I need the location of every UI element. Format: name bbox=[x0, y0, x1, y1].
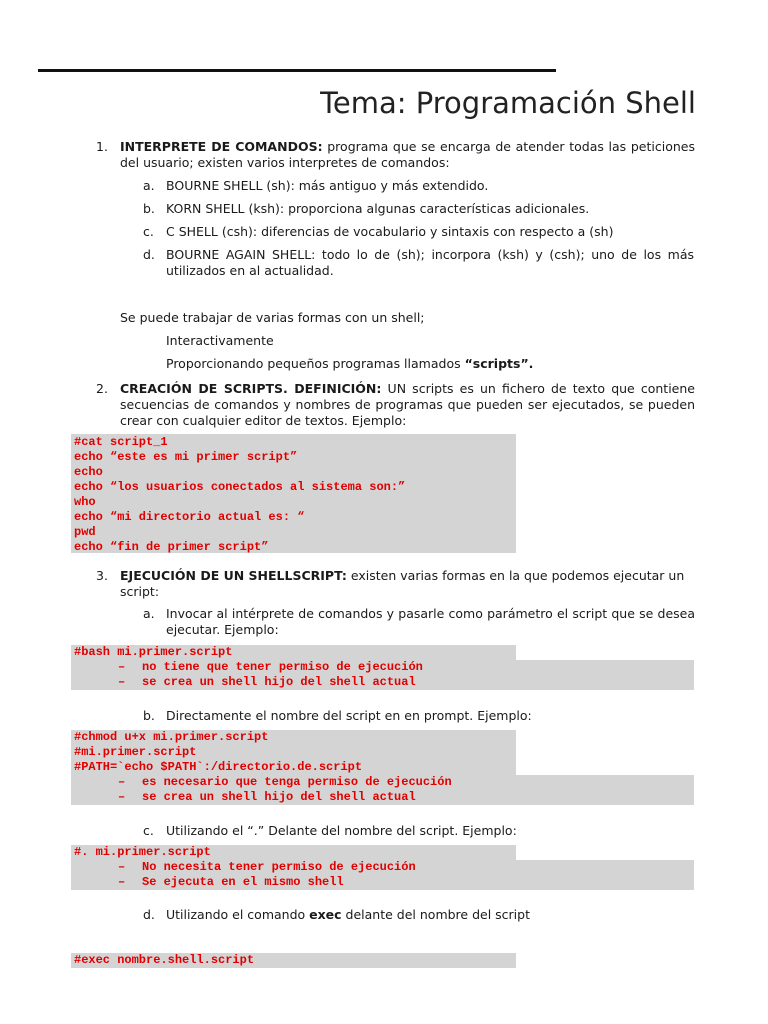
list-letter-b: b. bbox=[143, 201, 155, 216]
list-item-bourne-shell: BOURNE SHELL (sh): más antiguo y más extendido. bbox=[166, 178, 489, 193]
code-note bbox=[74, 660, 694, 675]
forms-option-scripts bbox=[166, 356, 533, 372]
code-note bbox=[74, 775, 694, 790]
code-block-method-c-cmd bbox=[71, 845, 516, 860]
method-d-text-suffix: delante del nombre del script bbox=[341, 907, 530, 922]
method-letter-d: d. bbox=[143, 907, 155, 922]
code-note bbox=[74, 875, 694, 890]
code-block-method-a-cmd bbox=[71, 645, 516, 660]
section-2-heading: CREACIÓN DE SCRIPTS. DEFINICIÓN: bbox=[120, 381, 382, 396]
note-text: se crea un shell hijo del shell actual bbox=[142, 790, 416, 804]
code-line: echo “mi directorio actual es: “ bbox=[74, 510, 305, 524]
method-d-text bbox=[166, 907, 695, 923]
forms-option-scripts-text: Proporcionando pequeños programas llamados bbox=[166, 356, 465, 371]
list-letter-c: c. bbox=[143, 224, 154, 239]
method-c-text: Utilizando el “.” Delante del nombre del script. Ejemplo: bbox=[166, 823, 517, 838]
forms-option-scripts-bold: “scripts”. bbox=[464, 356, 534, 371]
forms-intro: Se puede trabajar de varias formas con un shell; bbox=[120, 310, 425, 325]
code-block-method-c-notes bbox=[71, 860, 694, 890]
section-3-number: 3. bbox=[96, 568, 108, 583]
code-block-method-b-notes bbox=[71, 775, 694, 805]
list-item-bourne-again-shell: BOURNE AGAIN SHELL: todo lo de (sh); incorpora (ksh) y (csh); uno de los más utilizados en al actualidad. bbox=[166, 247, 694, 278]
note-dash: – bbox=[118, 875, 126, 889]
note-dash: – bbox=[118, 775, 126, 789]
code-note bbox=[74, 860, 694, 875]
method-letter-c: c. bbox=[143, 823, 154, 838]
section-3-heading: EJECUCIÓN DE UN SHELLSCRIPT: bbox=[120, 568, 347, 583]
list-letter-a: a. bbox=[143, 178, 155, 193]
code-line: echo “este es mi primer script” bbox=[74, 450, 298, 464]
code-block-method-d-cmd bbox=[71, 953, 516, 968]
code-line: #cat script_1 bbox=[74, 435, 168, 449]
note-dash: – bbox=[118, 790, 126, 804]
code-block-method-a-notes bbox=[71, 660, 694, 690]
code-line: echo “fin de primer script” bbox=[74, 540, 269, 554]
code-note bbox=[74, 675, 694, 690]
section-3-paragraph bbox=[120, 568, 695, 600]
note-text: no tiene que tener permiso de ejecución bbox=[142, 660, 423, 674]
code-line: echo bbox=[74, 465, 103, 479]
code-block-method-b-cmds bbox=[71, 730, 516, 775]
code-line: #chmod u+x mi.primer.script bbox=[74, 730, 269, 744]
method-d-text-prefix: Utilizando el comando bbox=[166, 907, 310, 922]
section-2-number: 2. bbox=[96, 381, 108, 396]
code-line: #bash mi.primer.script bbox=[74, 645, 233, 659]
method-letter-b: b. bbox=[143, 708, 155, 723]
note-dash: – bbox=[118, 860, 126, 874]
code-line: pwd bbox=[74, 525, 96, 539]
code-line: echo “los usuarios conectados al sistema son:” bbox=[74, 480, 406, 494]
method-letter-a: a. bbox=[143, 606, 155, 621]
section-1-text: programa que se encarga de atender todas las peticiones del usuario; existen varios interpretes de comandos: bbox=[120, 139, 695, 170]
section-1-paragraph bbox=[120, 139, 695, 171]
method-a-text: Invocar al intérprete de comandos y pasarle como parámetro el script que se desea ejecutar. Ejemplo: bbox=[166, 606, 695, 637]
code-line: #exec nombre.shell.script bbox=[74, 953, 255, 967]
list-item-c-shell: C SHELL (csh): diferencias de vocabulario y sintaxis con respecto a (sh) bbox=[166, 224, 614, 239]
list-letter-d: d. bbox=[143, 247, 155, 262]
code-line: who bbox=[74, 495, 96, 509]
code-line: #mi.primer.script bbox=[74, 745, 197, 759]
code-note bbox=[74, 790, 694, 805]
note-dash: – bbox=[118, 675, 126, 689]
note-text: Se ejecuta en el mismo shell bbox=[142, 875, 344, 889]
code-block-script-1 bbox=[71, 434, 516, 553]
note-text: es necesario que tenga permiso de ejecución bbox=[142, 775, 452, 789]
page-title: Tema: Programación Shell bbox=[320, 86, 696, 120]
method-b-text: Directamente el nombre del script en en prompt. Ejemplo: bbox=[166, 708, 532, 723]
forms-option-interactive: Interactivamente bbox=[166, 333, 274, 348]
section-1-heading: INTERPRETE DE COMANDOS: bbox=[120, 139, 323, 154]
section-2-paragraph bbox=[120, 381, 695, 429]
section-1-number: 1. bbox=[96, 139, 108, 154]
section-2-text: UN scripts es un fichero de texto que contiene secuencias de comandos y nombres de programas que pueden ser ejecutados, se pueden crear con cualquier editor de textos. Ejemplo: bbox=[120, 381, 695, 428]
note-dash: – bbox=[118, 660, 126, 674]
note-text: No necesita tener permiso de ejecución bbox=[142, 860, 416, 874]
section-3-text: existen varias formas en la que podemos ejecutar un script: bbox=[120, 568, 685, 599]
code-line: #PATH=`echo $PATH`:/directorio.de.script bbox=[74, 760, 363, 774]
method-d-exec-keyword: exec bbox=[309, 907, 342, 922]
code-line: #. mi.primer.script bbox=[74, 845, 211, 859]
header-rule bbox=[38, 69, 556, 72]
note-text: se crea un shell hijo del shell actual bbox=[142, 675, 416, 689]
list-item-korn-shell: KORN SHELL (ksh): proporciona algunas características adicionales. bbox=[166, 201, 590, 216]
